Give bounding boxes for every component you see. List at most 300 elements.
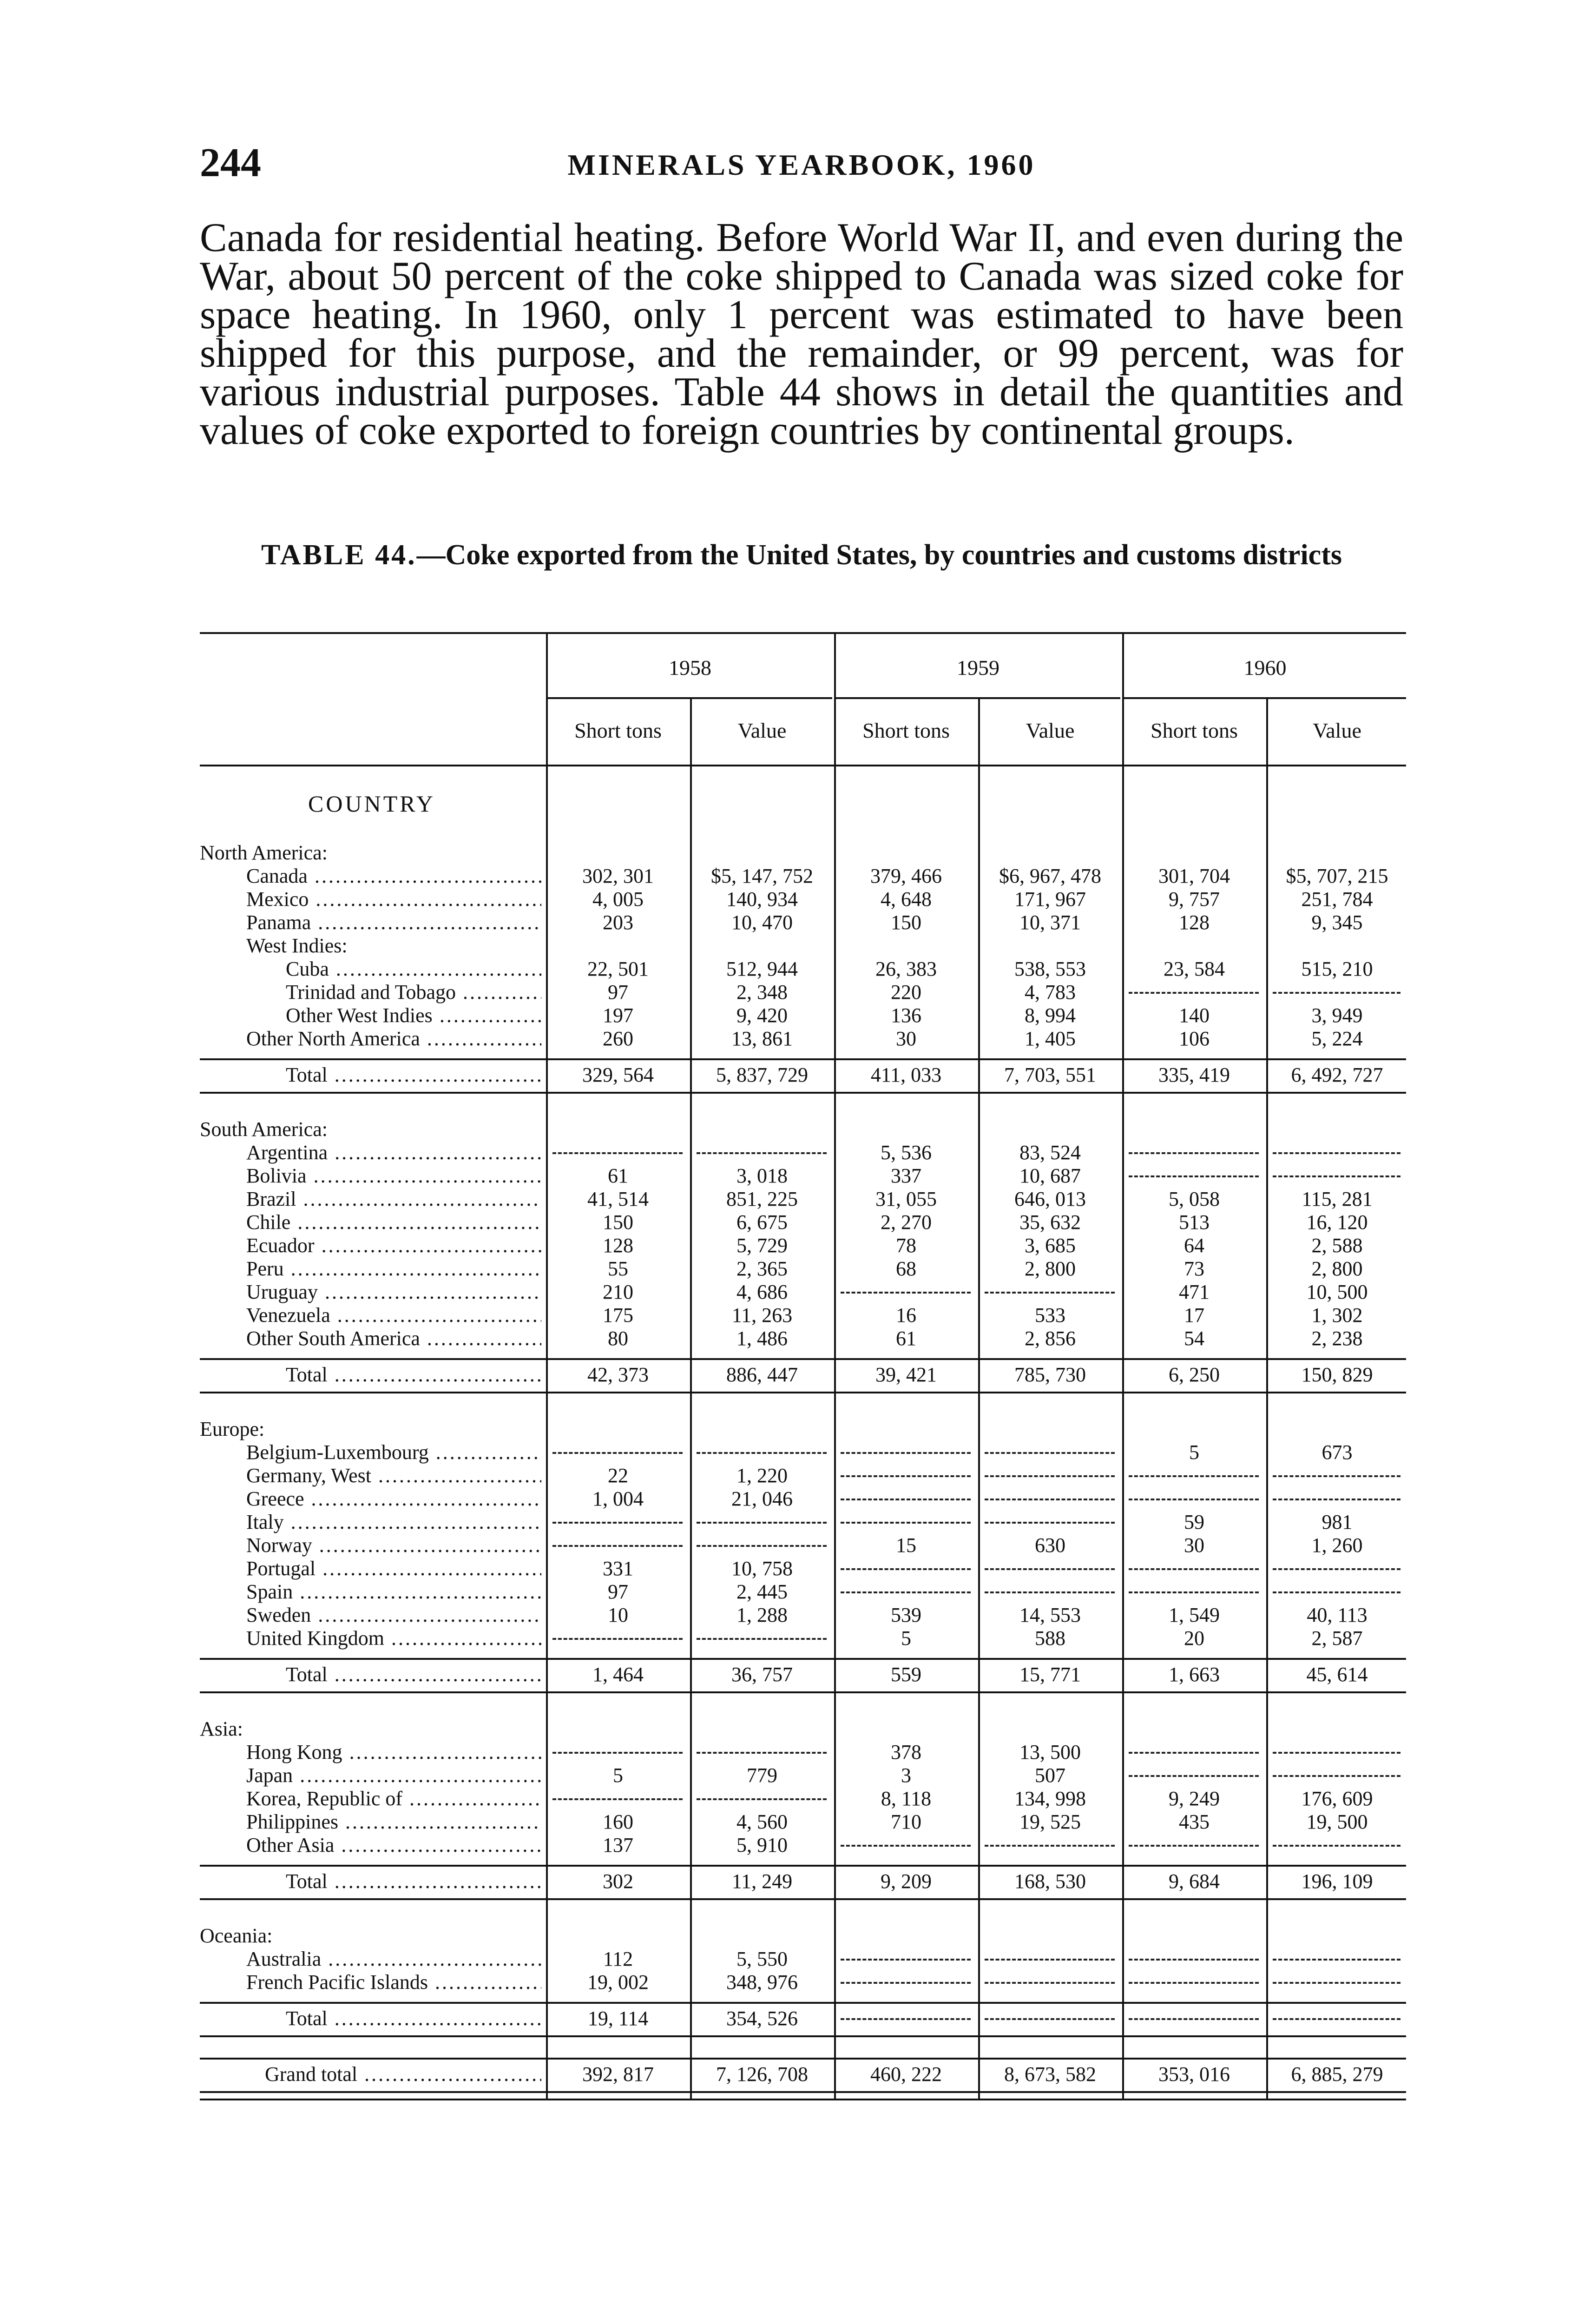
value-cell: 11, 249 — [731, 1870, 793, 1893]
value-cell: 539 — [891, 1604, 921, 1626]
value-cell: 5, 536 — [881, 1141, 932, 1164]
group-row — [200, 934, 1406, 957]
empty-cell-dash — [1129, 992, 1259, 994]
value-cell: 140, 934 — [726, 888, 798, 911]
value-cell: 5 — [613, 1764, 623, 1787]
empty-cell-dash — [841, 1499, 971, 1500]
empty-cell-dash — [985, 1475, 1115, 1477]
group-row — [200, 841, 1406, 865]
value-cell: 16, 120 — [1306, 1211, 1368, 1234]
value-cell: 19, 525 — [1019, 1810, 1081, 1833]
table-caption-label: TABLE 44. — [261, 539, 417, 571]
table-row — [200, 1580, 1406, 1604]
page-number: 244 — [200, 140, 261, 185]
value-cell: 2, 800 — [1311, 1257, 1363, 1280]
empty-cell-dash — [841, 1982, 971, 1984]
value-cell: 14, 553 — [1019, 1604, 1081, 1626]
value-cell: 2, 348 — [736, 981, 788, 1004]
year-header-1958: 1958 — [669, 656, 711, 680]
empty-cell-dash — [841, 1452, 971, 1454]
empty-cell-dash — [1129, 1845, 1259, 1847]
header-bottom-rule — [200, 765, 1406, 766]
value-cell: 5, 837, 729 — [716, 1063, 808, 1086]
value-cell: 379, 466 — [870, 865, 942, 887]
row-label: Japan ..... — [246, 1764, 541, 1787]
value-cell: $6, 967, 478 — [999, 865, 1101, 887]
value-cell: 160 — [603, 1810, 633, 1833]
row-label: Sweden ..... — [246, 1604, 541, 1627]
empty-cell-dash — [697, 1798, 827, 1800]
table-row — [200, 1027, 1406, 1050]
empty-cell-dash — [552, 1752, 683, 1754]
empty-cell-dash — [841, 1292, 971, 1294]
empty-cell-dash — [552, 1152, 683, 1154]
row-label: Trinidad and Tobago ..... — [286, 981, 541, 1004]
row-label: Other Asia ..... — [246, 1834, 541, 1857]
empty-cell-dash — [552, 1545, 683, 1547]
subheader-value: Value — [1313, 719, 1361, 742]
value-cell: 36, 757 — [731, 1663, 793, 1686]
value-cell: 1, 288 — [736, 1604, 788, 1626]
value-cell: 134, 998 — [1014, 1787, 1086, 1810]
empty-cell-dash — [1129, 1591, 1259, 1593]
value-cell: 353, 016 — [1158, 2063, 1230, 2086]
empty-cell-dash — [1273, 1845, 1400, 1847]
value-cell: 5, 729 — [736, 1234, 788, 1257]
value-cell: 20 — [1184, 1627, 1204, 1650]
empty-cell-dash — [1129, 2018, 1259, 2020]
value-cell: 2, 856 — [1025, 1327, 1076, 1350]
total-row — [200, 1662, 1406, 1688]
empty-cell-dash — [985, 1292, 1115, 1294]
total-rule — [200, 2002, 1406, 2004]
table-row — [200, 1534, 1406, 1557]
value-cell: 73 — [1184, 1257, 1204, 1280]
table-row — [200, 1604, 1406, 1627]
value-cell: 22, 501 — [587, 957, 649, 980]
year-header-1959: 1959 — [957, 656, 999, 680]
value-cell: 171, 967 — [1014, 888, 1086, 911]
empty-cell-dash — [1129, 1152, 1259, 1154]
total-rule — [200, 1358, 1406, 1360]
value-cell: 210 — [603, 1281, 633, 1303]
value-cell: 7, 703, 551 — [1004, 1063, 1096, 1086]
value-cell: 150, 829 — [1301, 1363, 1373, 1386]
total-rule — [200, 1392, 1406, 1393]
value-cell: 2, 365 — [736, 1257, 788, 1280]
value-cell: 337 — [891, 1164, 921, 1187]
value-cell: 6, 675 — [736, 1211, 788, 1234]
table-row — [200, 1211, 1406, 1234]
year-header-1960: 1960 — [1243, 656, 1287, 680]
value-cell: 354, 526 — [726, 2007, 798, 2030]
value-cell: 55 — [608, 1257, 628, 1280]
page-header — [200, 139, 1403, 191]
table-row — [200, 957, 1406, 981]
empty-cell-dash — [985, 1591, 1115, 1593]
empty-cell-dash — [552, 1522, 683, 1524]
empty-cell-dash — [552, 1452, 683, 1454]
value-cell: 64 — [1184, 1234, 1204, 1257]
value-cell: 9, 420 — [736, 1004, 788, 1027]
row-label: Argentina ..... — [246, 1141, 541, 1164]
value-cell: 471 — [1179, 1281, 1210, 1303]
value-cell: 40, 113 — [1307, 1604, 1368, 1626]
empty-cell-dash — [697, 1152, 827, 1154]
value-cell: 31, 055 — [875, 1188, 937, 1210]
value-cell: 30 — [896, 1027, 916, 1050]
value-cell: 785, 730 — [1014, 1363, 1086, 1386]
value-cell: 59 — [1184, 1511, 1204, 1533]
value-cell: 1, 486 — [736, 1327, 788, 1350]
table-row — [200, 1304, 1406, 1327]
value-cell: 779 — [747, 1764, 777, 1787]
row-label: Oceania: — [200, 1924, 273, 1947]
grand-total-rule — [200, 2091, 1406, 2093]
empty-cell-dash — [985, 1499, 1115, 1500]
value-cell: 2, 588 — [1311, 1234, 1363, 1257]
subheader-value: Value — [1026, 719, 1075, 742]
empty-cell-dash — [1273, 1175, 1400, 1177]
row-label: Germany, West ..... — [246, 1464, 541, 1487]
year-underline — [548, 697, 832, 699]
value-cell: 5, 550 — [736, 1948, 788, 1970]
empty-cell-dash — [1129, 1475, 1259, 1477]
empty-cell-dash — [1129, 1959, 1259, 1961]
value-cell: 1, 302 — [1311, 1304, 1363, 1327]
total-row — [200, 2006, 1406, 2032]
value-cell: 3, 685 — [1025, 1234, 1076, 1257]
empty-cell-dash — [1129, 1568, 1259, 1570]
empty-cell-dash — [841, 2018, 971, 2020]
value-cell: 112 — [603, 1948, 633, 1970]
table-row — [200, 1810, 1406, 1834]
row-label: Europe: — [200, 1418, 265, 1440]
value-cell: 6, 250 — [1169, 1363, 1220, 1386]
total-row — [200, 1062, 1406, 1088]
empty-cell-dash — [985, 1522, 1115, 1524]
value-cell: 19, 500 — [1306, 1810, 1368, 1833]
empty-cell-dash — [841, 1568, 971, 1570]
value-cell: 4, 686 — [736, 1281, 788, 1303]
row-label: Norway ..... — [246, 1534, 541, 1557]
value-cell: 3, 018 — [736, 1164, 788, 1187]
value-cell: 1, 004 — [592, 1487, 644, 1510]
empty-cell-dash — [1273, 1152, 1400, 1154]
empty-cell-dash — [1273, 1959, 1400, 1961]
row-label: Total ..... — [286, 1062, 541, 1088]
value-cell: 61 — [608, 1164, 628, 1187]
value-cell: 515, 210 — [1301, 957, 1373, 980]
empty-cell-dash — [1129, 1499, 1259, 1500]
value-cell: 2, 445 — [736, 1580, 788, 1603]
empty-cell-dash — [841, 1475, 971, 1477]
row-label: Other West Indies ..... — [286, 1004, 541, 1027]
table-row — [200, 1948, 1406, 1971]
row-label: Korea, Republic of ..... — [246, 1787, 541, 1810]
table-row — [200, 1787, 1406, 1810]
table-row — [200, 1234, 1406, 1257]
value-cell: 3, 949 — [1311, 1004, 1363, 1027]
empty-cell-dash — [841, 1522, 971, 1524]
empty-cell-dash — [1129, 1752, 1259, 1754]
subheader-short-tons: Short tons — [862, 719, 950, 742]
value-cell: 5, 058 — [1169, 1188, 1220, 1210]
total-rule — [200, 2035, 1406, 2037]
value-cell: 10, 470 — [731, 911, 793, 934]
subheader-short-tons: Short tons — [1151, 719, 1238, 742]
value-cell: 23, 584 — [1164, 957, 1225, 980]
value-cell: 9, 684 — [1169, 1870, 1220, 1893]
row-label: South America: — [200, 1118, 328, 1141]
value-cell: 128 — [603, 1234, 633, 1257]
grand-total-row — [200, 2061, 1406, 2087]
table-row — [200, 1464, 1406, 1487]
value-cell: 2, 238 — [1311, 1327, 1363, 1350]
value-cell: 5 — [901, 1627, 911, 1650]
table-row — [200, 1741, 1406, 1764]
subheader-value: Value — [737, 719, 787, 742]
intro-text: Canada for residential heating. Before World War II, and even during the War, about 50 percent of the coke shipped to Canada was sized coke for space heating. In 1960, only 1 percent was estimated to have been shipped for this purpose, and the remainder, or 99 percent, was for various industrial purposes. Table 44 shows in detail the quantities and values of coke exported to foreign countries by continental groups. — [200, 215, 1403, 453]
value-cell: 97 — [608, 981, 628, 1004]
empty-cell-dash — [1273, 1499, 1400, 1500]
value-cell: 460, 222 — [870, 2063, 942, 2086]
row-label: Uruguay ..... — [246, 1281, 541, 1304]
value-cell: 588 — [1035, 1627, 1065, 1650]
table-row — [200, 1834, 1406, 1857]
value-cell: 533 — [1035, 1304, 1065, 1327]
value-cell: 2, 587 — [1311, 1627, 1363, 1650]
empty-cell-dash — [1273, 1775, 1400, 1777]
value-cell: 197 — [603, 1004, 633, 1027]
value-cell: 981 — [1322, 1511, 1353, 1533]
value-cell: 15, 771 — [1019, 1663, 1081, 1686]
value-cell: 710 — [891, 1810, 921, 1833]
table-row — [200, 1004, 1406, 1027]
empty-cell-dash — [985, 1452, 1115, 1454]
value-cell: 45, 614 — [1306, 1663, 1368, 1686]
value-cell: 41, 514 — [587, 1188, 649, 1210]
value-cell: 301, 704 — [1158, 865, 1230, 887]
value-cell: 1, 220 — [736, 1464, 788, 1487]
value-cell: 83, 524 — [1019, 1141, 1081, 1164]
value-cell: 78 — [896, 1234, 916, 1257]
value-cell: 106 — [1179, 1027, 1210, 1050]
value-cell: 42, 373 — [587, 1363, 649, 1386]
empty-cell-dash — [1273, 1982, 1400, 1984]
total-rule — [200, 1865, 1406, 1867]
row-label: Belgium-Luxembourg ..... — [246, 1441, 541, 1464]
year-underline — [1124, 697, 1406, 699]
value-cell: 4, 648 — [881, 888, 932, 911]
empty-cell-dash — [841, 1845, 971, 1847]
value-cell: 411, 033 — [870, 1063, 942, 1086]
value-cell: 348, 976 — [726, 1971, 798, 1994]
empty-cell-dash — [985, 1568, 1115, 1570]
row-label: Cuba ..... — [286, 957, 541, 981]
table-row — [200, 981, 1406, 1004]
table-row — [200, 1164, 1406, 1188]
value-cell: 435 — [1179, 1810, 1210, 1833]
row-label: Asia: — [200, 1717, 243, 1740]
group-row — [200, 1924, 1406, 1948]
value-cell: 26, 383 — [875, 957, 937, 980]
table-row — [200, 1511, 1406, 1534]
row-label: Portugal ..... — [246, 1557, 541, 1580]
group-row — [200, 1717, 1406, 1741]
empty-cell-dash — [1129, 1982, 1259, 1984]
value-cell: 8, 673, 582 — [1004, 2063, 1096, 2086]
empty-cell-dash — [1273, 992, 1400, 994]
empty-cell-dash — [697, 1522, 827, 1524]
table-row — [200, 1141, 1406, 1164]
empty-cell-dash — [1273, 1591, 1400, 1593]
value-cell: 302, 301 — [582, 865, 654, 887]
value-cell: 175 — [603, 1304, 633, 1327]
row-label: Venezuela ..... — [246, 1304, 541, 1327]
value-cell: 1, 260 — [1311, 1534, 1363, 1557]
value-cell: 61 — [896, 1327, 916, 1350]
empty-cell-dash — [1129, 1775, 1259, 1777]
empty-cell-dash — [552, 1638, 683, 1640]
value-cell: 13, 861 — [731, 1027, 793, 1050]
value-cell: 329, 564 — [582, 1063, 654, 1086]
row-label: Brazil ..... — [246, 1188, 541, 1211]
value-cell: 335, 419 — [1158, 1063, 1230, 1086]
row-label: Total ..... — [286, 2006, 541, 2032]
table-row — [200, 911, 1406, 934]
value-cell: 17 — [1184, 1304, 1204, 1327]
table-row — [200, 1441, 1406, 1464]
row-label: Australia ..... — [246, 1948, 541, 1971]
total-rule — [200, 1898, 1406, 1900]
group-row — [200, 1418, 1406, 1441]
value-cell: 168, 530 — [1014, 1870, 1086, 1893]
value-cell: 11, 263 — [731, 1304, 793, 1327]
value-cell: 302 — [603, 1870, 633, 1893]
empty-cell-dash — [697, 1545, 827, 1547]
row-label: Greece ..... — [246, 1487, 541, 1511]
table-row — [200, 1281, 1406, 1304]
value-cell: 10, 500 — [1306, 1281, 1368, 1303]
row-label: Other North America ..... — [246, 1027, 541, 1050]
empty-cell-dash — [985, 1845, 1115, 1847]
value-cell: 10, 758 — [731, 1557, 793, 1580]
value-cell: 8, 994 — [1025, 1004, 1076, 1027]
value-cell: 9, 209 — [881, 1870, 932, 1893]
table-row — [200, 1627, 1406, 1650]
year-underline — [836, 697, 1120, 699]
total-row — [200, 1362, 1406, 1388]
running-title: MINERALS YEARBOOK, 1960 — [567, 148, 1036, 181]
value-cell: 39, 421 — [875, 1363, 937, 1386]
value-cell: 4, 783 — [1025, 981, 1076, 1004]
row-label: Spain ..... — [246, 1580, 541, 1604]
value-cell: 7, 126, 708 — [716, 2063, 808, 2086]
value-cell: 260 — [603, 1027, 633, 1050]
value-cell: 35, 632 — [1019, 1211, 1081, 1234]
value-cell: 886, 447 — [726, 1363, 798, 1386]
value-cell: 513 — [1179, 1211, 1210, 1234]
table-bottom-rule — [200, 2099, 1406, 2100]
empty-cell-dash — [697, 1452, 827, 1454]
empty-cell-dash — [1273, 1475, 1400, 1477]
value-cell: 538, 553 — [1014, 957, 1086, 980]
value-cell: 54 — [1184, 1327, 1204, 1350]
table-row — [200, 1188, 1406, 1211]
value-cell: 4, 560 — [736, 1810, 788, 1833]
value-cell: 2, 800 — [1025, 1257, 1076, 1280]
value-cell: 1, 549 — [1169, 1604, 1220, 1626]
table-caption — [200, 539, 1403, 571]
value-cell: 8, 118 — [881, 1787, 932, 1810]
value-cell: 9, 249 — [1169, 1787, 1220, 1810]
empty-cell-dash — [985, 2018, 1115, 2020]
value-cell: 2, 270 — [881, 1211, 932, 1234]
row-label: North America: — [200, 841, 328, 864]
value-cell: 1, 464 — [592, 1663, 644, 1686]
table-row — [200, 1487, 1406, 1511]
empty-cell-dash — [697, 1752, 827, 1754]
total-rule — [200, 1058, 1406, 1060]
value-cell: 251, 784 — [1301, 888, 1373, 911]
value-cell: 176, 609 — [1301, 1787, 1373, 1810]
row-label: Chile ..... — [246, 1211, 541, 1234]
table-row — [200, 1557, 1406, 1580]
value-cell: 10, 687 — [1019, 1164, 1081, 1187]
value-cell: 9, 757 — [1169, 888, 1220, 911]
value-cell: 128 — [1179, 911, 1210, 934]
value-cell: 6, 492, 727 — [1291, 1063, 1383, 1086]
value-cell: 392, 817 — [582, 2063, 654, 2086]
row-label: Total ..... — [286, 1868, 541, 1895]
value-cell: 203 — [603, 911, 633, 934]
value-cell: 80 — [608, 1327, 628, 1350]
value-cell: 630 — [1035, 1534, 1065, 1557]
empty-cell-dash — [1273, 1568, 1400, 1570]
value-cell: 10, 371 — [1019, 911, 1081, 934]
value-cell: 1, 663 — [1169, 1663, 1220, 1686]
empty-cell-dash — [697, 1638, 827, 1640]
row-label: Total ..... — [286, 1362, 541, 1388]
value-cell: 68 — [896, 1257, 916, 1280]
table-row — [200, 1327, 1406, 1350]
value-cell: 3 — [901, 1764, 911, 1787]
value-cell: 15 — [896, 1534, 916, 1557]
value-cell: 196, 109 — [1301, 1870, 1373, 1893]
row-label: Other South America ..... — [246, 1327, 541, 1350]
value-cell: 140 — [1179, 1004, 1210, 1027]
value-cell: 559 — [891, 1663, 921, 1686]
row-label: Bolivia ..... — [246, 1164, 541, 1188]
value-cell: 10 — [608, 1604, 628, 1626]
value-cell: 16 — [896, 1304, 916, 1327]
row-label: United Kingdom ..... — [246, 1627, 541, 1650]
value-cell: 1, 405 — [1025, 1027, 1076, 1050]
table-row — [200, 1971, 1406, 1994]
value-cell: 4, 005 — [592, 888, 644, 911]
value-cell: 5 — [1189, 1441, 1199, 1464]
value-cell: 21, 046 — [731, 1487, 793, 1510]
value-cell: 5, 224 — [1311, 1027, 1363, 1050]
value-cell: 136 — [891, 1004, 921, 1027]
value-cell: 19, 114 — [587, 2007, 649, 2030]
total-row — [200, 1868, 1406, 1895]
row-label: West Indies: — [246, 934, 348, 957]
total-rule — [200, 1092, 1406, 1094]
country-column-header: COUNTRY — [308, 791, 435, 817]
total-rule — [200, 1658, 1406, 1660]
